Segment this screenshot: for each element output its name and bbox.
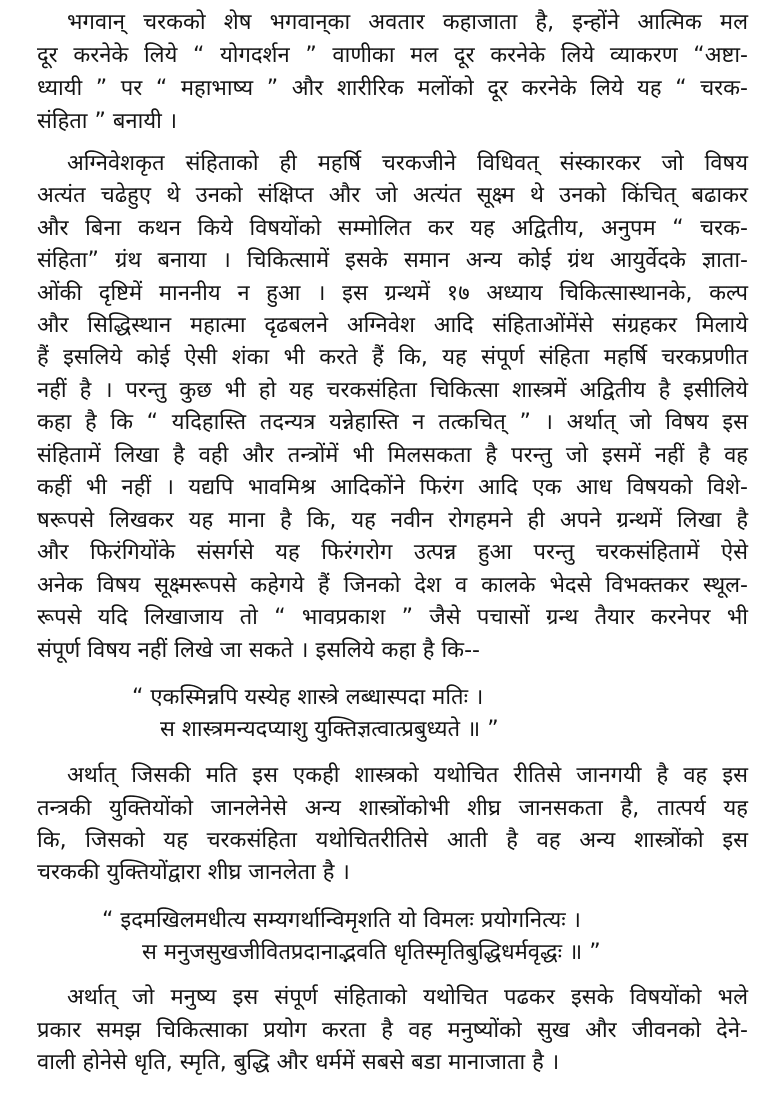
- verse-2-line: “ इदमखिलमधीत्य सम्यगर्थान्विमृशति यो विमलः प्रयोगनित्यः ।: [102, 908, 582, 933]
- paragraph-2-line: रूपसे यदि लिखाजाय तो “ भावप्रकाश ” जैसे पचासों ग्रन्थ तैयार करनेपर भी: [37, 605, 748, 630]
- paragraph-2-line: षरूपसे लिखकर यह माना है कि, यह नवीन रोगहमने ही अपने ग्रन्थमें लिखा है: [37, 508, 748, 533]
- paragraph-1-line: भगवान् चरकको शेष भगवान्‌का अवतार कहाजाता है, इन्होंने आत्मिक मल: [67, 10, 748, 35]
- paragraph-1-line: दूर करनेके लिये “ योगदर्शन ” वाणीका मल दूर करनेके लिये व्याकरण “अष्टा-: [37, 43, 748, 68]
- paragraph-4-line: प्रकार समझ चिकित्साका प्रयोग करता है वह मनुष्योंको सुख और जीवनको देने-: [37, 1018, 748, 1043]
- verse-1-line: स शास्त्रमन्यदप्याशु युक्तिज्ञत्वात्प्रबुध्यते ॥ ”: [160, 717, 499, 742]
- paragraph-1-line: ध्यायी ” पर “ महाभाष्य ” और शारीरिक मलोंको दूर करनेके लिये यह “ चरक-: [37, 76, 748, 101]
- paragraph-4-line: अर्थात् जो मनुष्य इस संपूर्ण संहिताको यथोचित पढकर इसके विषयोंको भले: [67, 985, 748, 1010]
- paragraph-2-line: कहा है कि “ यदिहास्ति तदन्यत्र यन्नेहास्ति न तत्कचित् ” । अर्थात् जो विषय इस: [37, 410, 748, 435]
- paragraph-2-line: और फिरंगियोंके संसर्गसे यह फिरंगरोग उत्पन्न हुआ परन्तु चरकसंहितामें ऐसे: [37, 540, 748, 565]
- paragraph-4-line: वाली होनेसे धृति, स्मृति, बुद्धि और धर्ममें सबसे बडा मानाजाता है ।: [37, 1050, 560, 1075]
- paragraph-3-line: कि, जिसको यह चरकसंहिता यथोचितरीतिसे आती है वह अन्य शास्त्रोंको इस: [37, 828, 748, 853]
- paragraph-2-line: और बिना कथन किये विषयोंको सम्मोलित कर यह अद्वितीय, अनुपम “ चरक-: [37, 216, 748, 241]
- paragraph-2-line: और सिद्धिस्थान महात्मा दृढबलने अग्निवेश आदि संहिताओंमेंसे संग्रहकर मिलाये: [37, 313, 748, 338]
- verse-1-line: “ एकस्मिन्नपि यस्येह शास्त्रे लब्धास्पदा मतिः ।: [132, 685, 484, 710]
- paragraph-2-line: अत्यंत चढेहुए थे उनको संक्षिप्त और जो अत्यंत सूक्ष्म थे उनको किंचित् बढाकर: [37, 183, 748, 208]
- paragraph-2-line: अग्निवेशकृत संहिताको ही महर्षि चरकजीने विधिवत् संस्कारकर जो विषय: [67, 151, 748, 176]
- verse-2-line: स मनुजसुखजीवितप्रदानाद्भवति धृतिस्मृतिबुद्धिधर्मवृद्धः ॥ ”: [142, 940, 601, 965]
- paragraph-2-line: संपूर्ण विषय नहीं लिखे जा सकते । इसलिये कहा है कि--: [37, 638, 480, 663]
- paragraph-2-line: ओंकी दृष्टिमें माननीय न हुआ । इस ग्रन्थमें १७ अध्याय चिकित्सास्थानके, कल्प: [37, 281, 748, 306]
- paragraph-1-line: संहिता ” बनायी ।: [37, 109, 178, 134]
- paragraph-2-line: संहिता” ग्रंथ बनाया । चिकित्सामें इसके समान अन्य कोई ग्रंथ आयुर्वेदके ज्ञाता-: [37, 248, 748, 273]
- paragraph-2-line: अनेक विषय सूक्ष्मरूपसे कहेगये हैं जिनको देश व कालके भेदसे विभक्तकर स्थूल-: [37, 573, 748, 598]
- paragraph-2-line: नहीं है । परन्तु कुछ भी हो यह चरकसंहिता चिकित्सा शास्त्रमें अद्वितीय है इसीलिये: [37, 378, 748, 403]
- paragraph-3-line: चरककी युक्तियोंद्वारा शीघ्र जानलेता है ।: [37, 860, 350, 885]
- paragraph-2-line: हैं इसलिये कोई ऐसी शंका भी करते हैं कि, यह संपूर्ण संहिता महर्षि चरकप्रणीत: [37, 345, 748, 370]
- paragraph-2-line: कहीं भी नहीं । यद्यपि भावमिश्र आदिकोंने फिरंग आदि एक आध विषयको विशे-: [37, 475, 748, 500]
- paragraph-3-line: तन्त्रकी युक्तियोंको जानलेनेसे अन्य शास्त्रोंकोभी शीघ्र जानसकता है, तात्पर्य यह: [37, 796, 748, 821]
- paragraph-3-line: अर्थात् जिसकी मति इस एकही शास्त्रको यथोचित रीतिसे जानगयी है वह इस: [67, 763, 748, 788]
- paragraph-2-line: संहितामें लिखा है वही और तन्त्रोंमें भी मिलसकता है परन्तु जो इसमें नहीं है वह: [37, 443, 748, 468]
